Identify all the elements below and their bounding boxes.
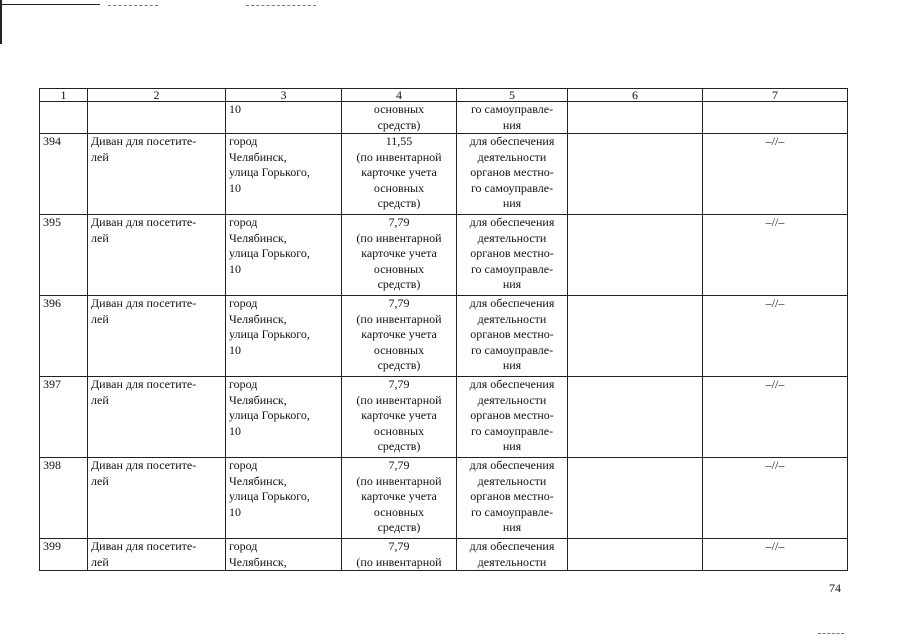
purpose-line: для обеспечения (469, 134, 555, 148)
purpose-line: го самоуправле- (470, 504, 554, 519)
page-number: 74 (829, 581, 841, 595)
value-line: 7,79 (388, 296, 410, 310)
purpose-line: органов местно- (470, 327, 554, 341)
value-line: 7,79 (388, 539, 410, 553)
header-row (40, 89, 848, 102)
name-cell (88, 377, 226, 458)
header-cell-4: 4 (342, 89, 457, 102)
purpose-cell (457, 134, 568, 215)
address-line: улица Горького, (229, 489, 310, 503)
address-line: улица Горького, (229, 165, 310, 179)
column-6-cell (568, 134, 703, 215)
purpose-line: деятельности (477, 473, 547, 488)
address-cell (226, 539, 342, 571)
value-line: средств) (377, 520, 421, 534)
value-cell (342, 102, 457, 134)
address-cell (226, 296, 342, 377)
value-line: карточке учета (361, 165, 437, 179)
address-line: город (229, 215, 258, 229)
header-cell-5: 5 (457, 89, 568, 102)
address-line: улица Горького, (229, 408, 310, 422)
header-cell-2: 2 (88, 89, 226, 102)
column-6-cell (568, 296, 703, 377)
address-cell (226, 102, 342, 134)
purpose-line: го самоуправле- (470, 423, 554, 438)
header-cell-1: 1 (40, 89, 88, 102)
number-cell: 396 (40, 296, 88, 377)
address-line: Челябинск, (229, 392, 287, 407)
purpose-line: деятельности (477, 554, 547, 569)
name-cell (88, 134, 226, 215)
table-row (40, 539, 848, 571)
address-line: город (229, 134, 258, 148)
value-line: (по инвентарной (356, 392, 442, 407)
name-line: Диван для посетите- (91, 377, 197, 391)
purpose-line: го самоуправле- (470, 102, 554, 116)
column-7-cell: –//– (703, 296, 848, 377)
address-line: Челябинск, (229, 311, 287, 326)
purpose-line: органов местно- (470, 246, 554, 260)
address-line: улица Горького, (229, 246, 310, 260)
purpose-line: ния (502, 196, 522, 210)
purpose-line: ния (502, 358, 522, 372)
address-line: 10 (229, 342, 241, 357)
header-cell-3: 3 (226, 89, 342, 102)
address-line: 10 (229, 180, 241, 195)
purpose-line: органов местно- (470, 165, 554, 179)
value-line: карточке учета (361, 246, 437, 260)
name-line: Диван для посетите- (91, 539, 197, 553)
purpose-line: ния (502, 520, 522, 534)
purpose-line: ния (502, 277, 522, 291)
value-line: средств) (377, 358, 421, 372)
purpose-line: для обеспечения (469, 458, 555, 472)
column-6-cell (568, 215, 703, 296)
scan-top-dash (246, 5, 316, 6)
purpose-cell (457, 458, 568, 539)
value-cell (342, 296, 457, 377)
purpose-line: ния (502, 439, 522, 453)
address-line: город (229, 377, 258, 391)
table-row (40, 458, 848, 539)
name-line: лей (91, 473, 109, 488)
value-cell (342, 377, 457, 458)
purpose-line: для обеспечения (469, 296, 555, 310)
value-line: средств) (377, 117, 421, 132)
address-line: город (229, 458, 258, 472)
value-line: основных (373, 504, 425, 519)
name-line: лей (91, 554, 109, 569)
value-line: основных (373, 342, 425, 357)
purpose-line: органов местно- (470, 408, 554, 422)
column-6-cell (568, 102, 703, 134)
purpose-line: для обеспечения (469, 377, 555, 391)
value-line: основных (373, 180, 425, 195)
column-7-cell: –//– (703, 539, 848, 571)
purpose-cell (457, 539, 568, 571)
value-line: основных (373, 261, 425, 276)
value-line: основных (373, 423, 425, 438)
name-line: лей (91, 230, 109, 245)
address-line: Челябинск, (229, 149, 287, 164)
name-line: лей (91, 149, 109, 164)
address-cell (226, 134, 342, 215)
address-line: Челябинск, (229, 554, 287, 569)
column-6-cell (568, 539, 703, 571)
number-cell: 394 (40, 134, 88, 215)
value-line: средств) (377, 196, 421, 210)
address-cell (226, 377, 342, 458)
address-line: город (229, 539, 258, 553)
value-line: средств) (377, 277, 421, 291)
address-line: 10 (229, 504, 241, 519)
purpose-cell (457, 377, 568, 458)
value-line: (по инвентарной (356, 554, 442, 569)
value-cell (342, 215, 457, 296)
column-6-cell (568, 458, 703, 539)
number-cell (40, 102, 88, 134)
purpose-line: для обеспечения (469, 215, 555, 229)
address-cell (226, 458, 342, 539)
name-line: лей (91, 392, 109, 407)
scan-top-dash (108, 5, 158, 6)
name-line: Диван для посетите- (91, 134, 197, 148)
name-cell (88, 215, 226, 296)
column-6-cell (568, 377, 703, 458)
value-line: (по инвентарной (356, 473, 442, 488)
value-line: 7,79 (388, 377, 410, 391)
value-line: карточке учета (361, 327, 437, 341)
purpose-cell (457, 296, 568, 377)
header-cell-6: 6 (568, 89, 703, 102)
purpose-cell (457, 215, 568, 296)
purpose-line: ния (502, 117, 522, 132)
value-line: средств) (377, 439, 421, 453)
column-7-cell: –//– (703, 134, 848, 215)
inventory-table (39, 88, 848, 571)
number-cell: 399 (40, 539, 88, 571)
purpose-line: деятельности (477, 392, 547, 407)
table-row (40, 134, 848, 215)
purpose-line: го самоуправле- (470, 342, 554, 357)
value-line: 7,79 (388, 458, 410, 472)
purpose-line: го самоуправле- (470, 180, 554, 195)
address-cell (226, 215, 342, 296)
number-cell: 398 (40, 458, 88, 539)
name-cell (88, 539, 226, 571)
value-cell (342, 539, 457, 571)
scan-left-edge-line (0, 0, 2, 44)
purpose-line: го самоуправле- (470, 261, 554, 276)
header-cell-7: 7 (703, 89, 848, 102)
name-cell (88, 458, 226, 539)
address-line: 10 (229, 261, 241, 276)
column-7-cell (703, 102, 848, 134)
name-line: лей (91, 311, 109, 326)
purpose-line: деятельности (477, 311, 547, 326)
purpose-line: органов местно- (470, 489, 554, 503)
number-cell: 397 (40, 377, 88, 458)
value-line: 7,79 (388, 215, 410, 229)
table-row (40, 215, 848, 296)
continued-row (40, 102, 848, 134)
value-line: основных (373, 102, 425, 116)
purpose-line: деятельности (477, 149, 547, 164)
table-row (40, 296, 848, 377)
name-line: Диван для посетите- (91, 458, 197, 472)
column-7-cell: –//– (703, 377, 848, 458)
name-cell (88, 102, 226, 134)
value-line: карточке учета (361, 408, 437, 422)
address-line: улица Горького, (229, 327, 310, 341)
address-line: Челябинск, (229, 230, 287, 245)
address-line: Челябинск, (229, 473, 287, 488)
value-line: (по инвентарной (356, 230, 442, 245)
column-7-cell: –//– (703, 458, 848, 539)
value-line: карточке учета (361, 489, 437, 503)
address-line: 10 (229, 423, 241, 438)
number-cell: 395 (40, 215, 88, 296)
scan-top-edge-line (0, 4, 100, 5)
table-body (40, 89, 848, 571)
address-line: 10 (229, 102, 241, 116)
value-line: 11,55 (385, 134, 413, 148)
table-row (40, 377, 848, 458)
column-7-cell: –//– (703, 215, 848, 296)
value-line: (по инвентарной (356, 149, 442, 164)
value-cell (342, 458, 457, 539)
value-cell (342, 134, 457, 215)
value-line: (по инвентарной (356, 311, 442, 326)
address-line: город (229, 296, 258, 310)
name-cell (88, 296, 226, 377)
purpose-cell (457, 102, 568, 134)
purpose-line: деятельности (477, 230, 547, 245)
name-line: Диван для посетите- (91, 215, 197, 229)
name-line: Диван для посетите- (91, 296, 197, 310)
scan-bottom-dash (818, 633, 844, 634)
purpose-line: для обеспечения (469, 539, 555, 553)
